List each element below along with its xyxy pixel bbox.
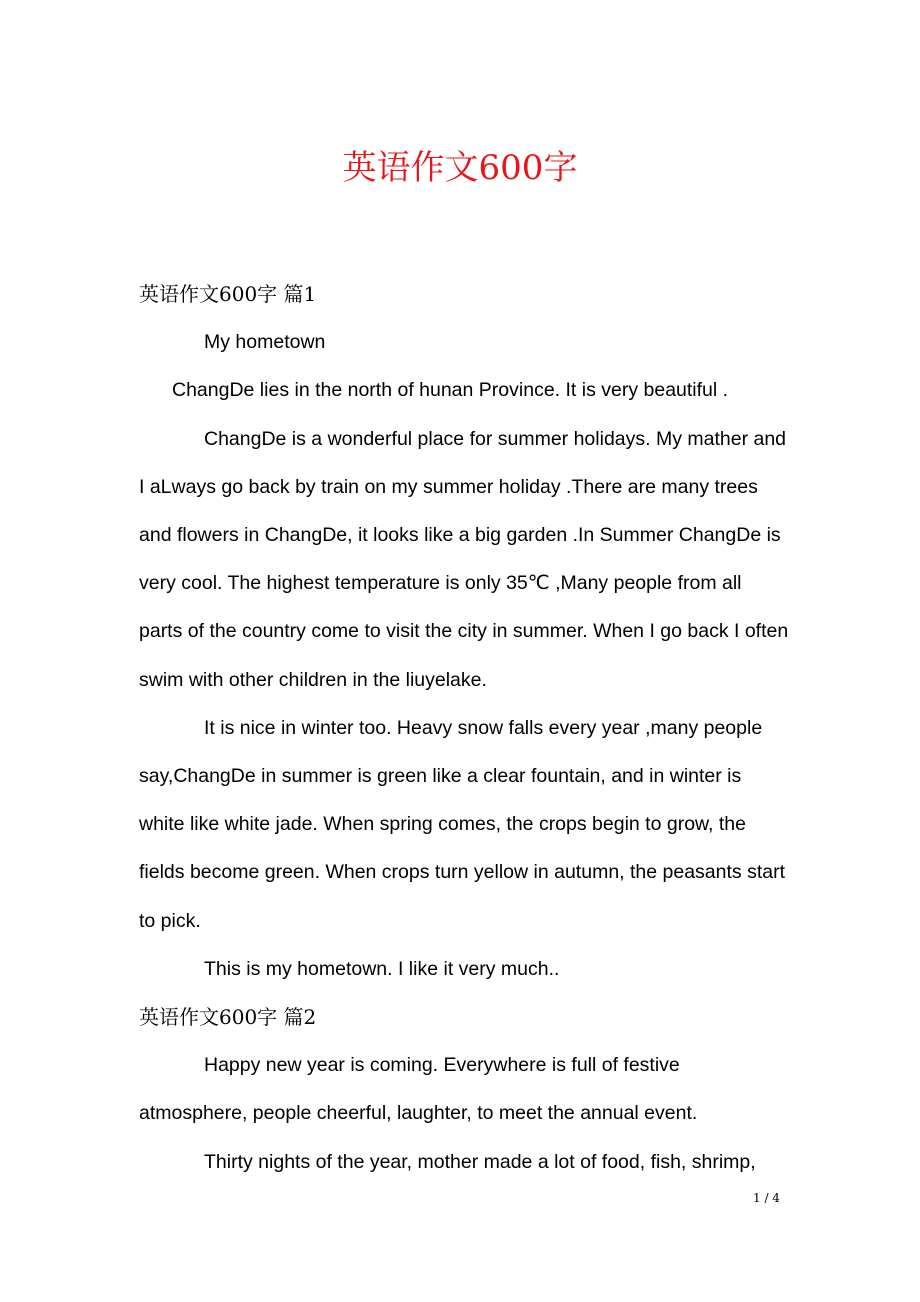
document-title: 英语作文600字: [342, 148, 578, 188]
paragraph: Thirty nights of the year, mother made a lot of food, fish, shrimp,: [204, 1150, 756, 1173]
section-heading-1: 英语作文600字 篇1: [139, 282, 317, 306]
paragraph: This is my hometown. I like it very much..: [204, 957, 560, 980]
document-body: [139, 270, 789, 1186]
page-number: 1 / 4: [753, 1191, 780, 1205]
paragraph: Happy new year is coming. Everywhere is full of festive atmosphere, people cheerful, laughter, to meet the annual event.: [139, 1054, 698, 1125]
essay-title: My hometown: [204, 331, 326, 354]
paragraph: It is nice in winter too. Heavy snow falls every year ,many people say,ChangDe in summer is green like a clear fountain, and in winter is white like white jade. When spring comes, the crops begin to grow, the fields become green. When crops turn yellow in autumn, the peasants start to pick.: [139, 716, 786, 932]
paragraph: ChangDe lies in the north of hunan Province. It is very beautiful .: [172, 379, 729, 402]
section-heading-2: 英语作文600字 篇2: [139, 1005, 317, 1030]
paragraph: ChangDe is a wonderful place for summer holidays. My mather and I aLways go back by train on my summer holiday .There are many trees and flowers in ChangDe, it looks like a big garden .In Summer ChangDe is very cool. The highest temperature is only 35℃ ,Many people from all parts of the country come to visit the city in summer. When I go back I often swim with other children in the liuyelake.: [139, 427, 789, 691]
